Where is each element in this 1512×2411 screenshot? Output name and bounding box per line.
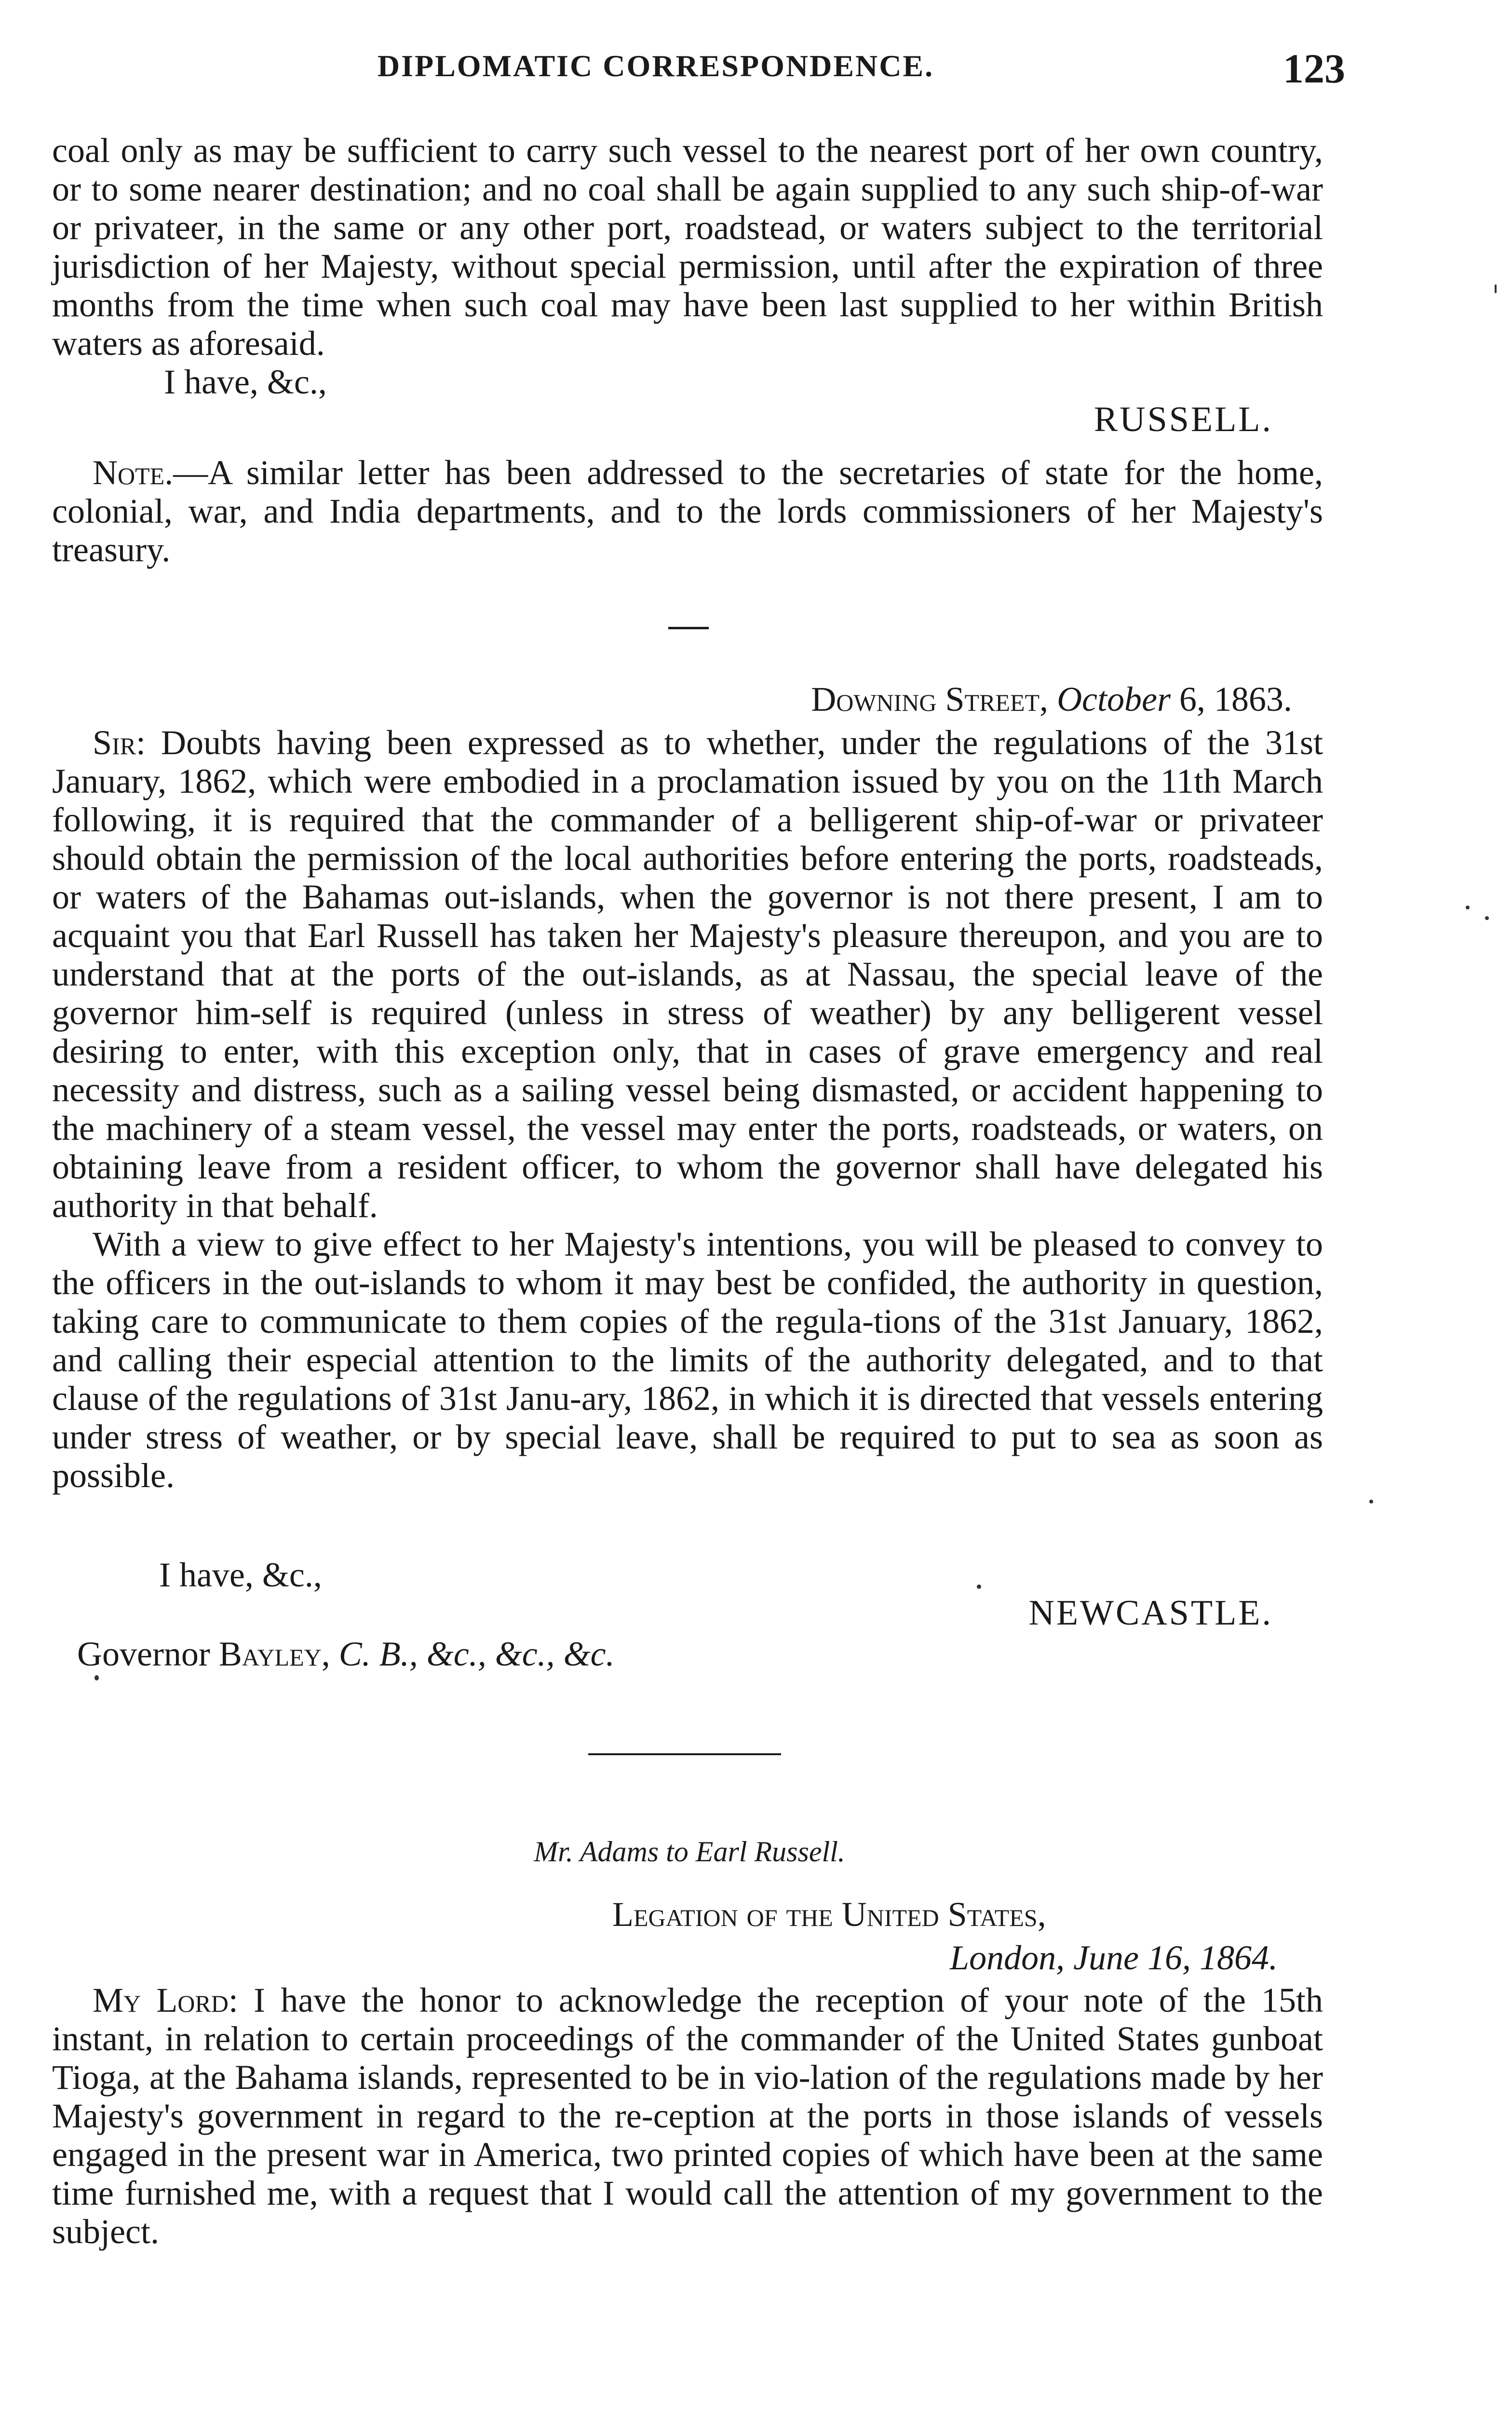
note-text: —A similar letter has been addressed to the secretaries of state for the home, colonial, war, and India departments, and to the lords commissioners of her Majesty's treasury. [52,453,1323,569]
letter2-dateline [685,680,1292,718]
section-rule [588,1753,781,1755]
page-number: 123 [1283,45,1345,92]
letter2-place: Downing Street, [811,680,1049,718]
scan-mark [1369,1500,1373,1503]
continuation-block [52,131,1323,363]
note-label: Note. [93,453,174,492]
letter2-salutation: Sir: [93,723,146,762]
letter3-salutation: My Lord: [93,1981,238,2019]
letter2-paragraph-1-text: Doubts having been expressed as to whether, under the regulations of the 31st January, 1862, which were embodied in a proclamation issued by you on the 11th March following, it is required that the commander of a belligerent ship-of-war or privateer should obtain the permission of the local authorities before entering the ports, roadsteads, or waters of the Bahamas out-islands, when the governor is not there present, I am to acquaint you that Earl Russell has taken her Majesty's pleasure thereupon, and you are to understand that at the ports of the out-islands, as at Nassau, the special leave of the governor him-self is required (unless in stress of weather) by any belligerent vessel desiring to enter, with this exception only, that in cases of grave emergency and real necessity and distress, such as a sailing vessel being dismasted, or accident happening to the machinery of a steam vessel, the vessel may enter the ports, roadsteads, or waters, on obtaining leave from a resident officer, to whom the governor shall have delegated his authority in that behalf. [52,723,1323,1225]
letter2-body [52,723,1323,1495]
scan-mark [977,1585,981,1589]
letter3-date: London, June 16, 1864. [950,1938,1278,1977]
continuation-signature: RUSSELL. [1094,400,1273,439]
letter2-addressee [77,1635,615,1673]
note-paragraph [52,453,1323,569]
letter2-signature: NEWCASTLE. [1028,1593,1273,1633]
letter2-paragraph-1 [52,723,1323,1225]
scan-mark [1466,906,1470,909]
continuation-closing: I have, &c., [164,363,327,401]
scan-mark [1495,284,1497,293]
section-dash [668,627,709,629]
letter3-paragraph-1 [52,1981,1323,2251]
letter2-month: October [1057,680,1171,718]
note-block [52,453,1323,569]
letter2-closing: I have, &c., [159,1556,322,1594]
letter2-addressee-suffix: C. B., &c., &c., &c. [338,1635,615,1673]
letter2-date-rest: 6, 1863. [1179,680,1292,718]
scan-mark [1485,916,1489,920]
continuation-paragraph: coal only as may be sufficient to carry such vessel to the nearest port of her own country, or to some nearer destination; and no coal shall be again supplied to any such ship-of-war or privateer, in the same or any other port, roadstead, or waters subject to the territorial jurisdiction of her Majesty, without special permission, until after the expiration of three months from the time when such coal may have been last supplied to her within British waters as aforesaid. [52,131,1323,363]
letter3-paragraph-1-text: I have the honor to acknowledge the reception of your note of the 15th instant, in relation to certain proceedings of the commander of the United States gunboat Tioga, at the Bahama islands, represented to be in vio-lation of the regulations made by her Majesty's government in regard to the re-ception at the ports in those islands of vessels engaged in the present war in America, two printed copies of which have been at the same time furnished me, with a request that I would call the attention of my government to the subject. [52,1981,1323,2251]
letter3-body [52,1981,1323,2251]
letter3-place: Legation of the United States, [612,1895,1046,1934]
letter2-addressee-name: Bayley, [218,1635,330,1673]
running-title: DIPLOMATIC CORRESPONDENCE. [377,49,934,83]
letter2-paragraph-2: With a view to give effect to her Majesty's intentions, you will be pleased to convey to the officers in the out-islands to whom it may best be confided, the authority in question, taking care to communicate to them copies of the regula-tions of the 31st January, 1862, and calling their especial attention to the limits of the authority delegated, and to that clause of the regulations of 31st Janu-ary, 1862, in which it is directed that vessels entering under stress of weather, or by special leave, shall be required to put to sea as soon as possible. [52,1225,1323,1495]
letter3-heading: Mr. Adams to Earl Russell. [534,1836,845,1868]
scan-mark [94,1675,99,1680]
letter2-addressee-prefix: Governor [77,1635,210,1673]
